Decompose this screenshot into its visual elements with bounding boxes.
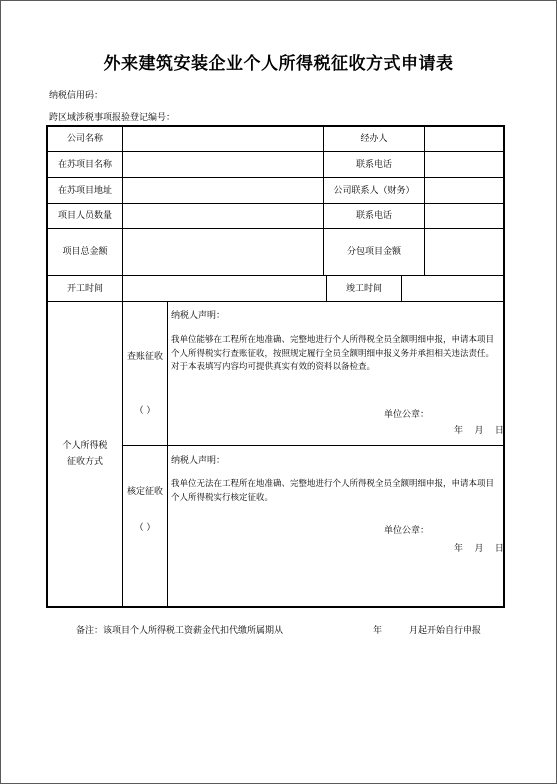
audit-seal-label: 单位公章： xyxy=(384,410,430,420)
audit-collection-checkbox[interactable]: （ ） xyxy=(134,406,156,416)
handler-field[interactable] xyxy=(425,127,503,151)
assessed-declaration-text: 我单位无法在工程所在地准确、完整地进行个人所得税全员全额明细申报，申请本项目个人所得税实行核定征收。 xyxy=(171,479,495,503)
project-address-label: 在苏项目地址 xyxy=(57,185,112,196)
tax-method-label: 个人所得税征收方式 xyxy=(62,441,108,467)
form-title: 外来建筑安装企业个人所得税征收方式申请表 xyxy=(103,54,454,74)
contact-phone-field[interactable] xyxy=(425,152,503,177)
completion-time-label: 竣工时间 xyxy=(345,283,382,294)
application-form-table xyxy=(46,125,505,608)
company-name-field[interactable] xyxy=(123,127,323,151)
taxpayer-credit-code-label: 纳税信用码： xyxy=(49,91,104,101)
start-time-label: 开工时间 xyxy=(66,283,103,294)
assessed-declaration-title: 纳税人声明： xyxy=(171,456,226,466)
project-name-label: 在苏项目名称 xyxy=(57,159,112,170)
registration-number-label: 跨区域涉税事项报验登记编号： xyxy=(49,113,176,123)
assessed-date: 年 月 日 xyxy=(454,544,504,554)
completion-time-field[interactable] xyxy=(402,276,503,301)
audit-declaration-text: 我单位能够在工程所在地准确、完整地进行个人所得税全员全额明细申报，申请本项目个人所得税实行查账征收，按照规定履行全员全额明细申报义务并承担相关违法责任。对于本表填写内容均可提供真实有效的资料以备检查。 xyxy=(171,335,495,372)
assessed-seal-label: 单位公章： xyxy=(384,526,430,536)
company-contact-field[interactable] xyxy=(425,178,503,203)
staff-count-label: 项目人员数量 xyxy=(57,211,112,221)
staff-count-field[interactable] xyxy=(123,204,323,228)
audit-declaration-title: 纳税人声明： xyxy=(171,311,226,321)
contact-phone-2-label: 联系电话 xyxy=(355,211,392,221)
company-name-label: 公司名称 xyxy=(66,134,103,144)
audit-collection-label: 查账征收 xyxy=(126,352,163,362)
project-address-field[interactable] xyxy=(123,178,323,203)
project-name-field[interactable] xyxy=(123,152,323,177)
handler-label: 经办人 xyxy=(360,134,388,144)
contact-phone-label: 联系电话 xyxy=(355,159,392,170)
subcontract-amount-label: 分包项目金额 xyxy=(346,247,401,257)
footer-note: 备注：该项目个人所得税工资薪金代扣代缴所属期从 xyxy=(76,626,284,636)
assessed-collection-label: 核定征收 xyxy=(126,487,163,497)
total-amount-label: 项目总金额 xyxy=(62,247,108,257)
subcontract-amount-field[interactable] xyxy=(425,229,503,275)
footer-month-suffix: 月起开始自行申报 xyxy=(409,626,482,636)
audit-date: 年 月 日 xyxy=(454,426,504,436)
footer-year: 年 xyxy=(373,626,383,636)
assessed-collection-checkbox[interactable]: （ ） xyxy=(134,523,156,533)
start-time-field[interactable] xyxy=(123,276,326,301)
total-amount-field[interactable] xyxy=(123,229,323,275)
company-contact-label: 公司联系人（财务） xyxy=(333,185,415,196)
contact-phone-2-field[interactable] xyxy=(425,204,503,228)
